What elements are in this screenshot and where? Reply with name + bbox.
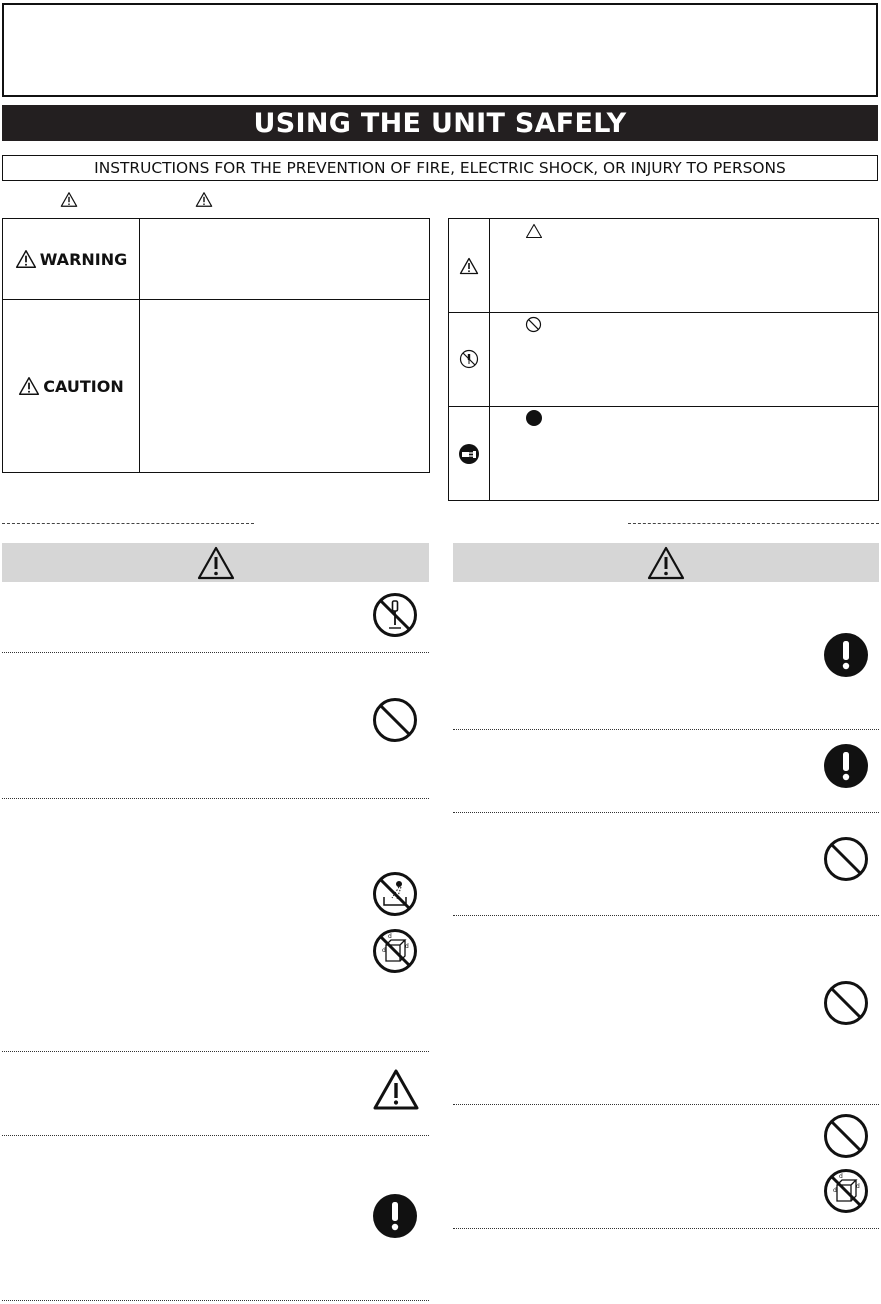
- warning-word: WARNING: [39, 249, 128, 269]
- symbol-row-prohibition: [449, 312, 878, 407]
- prohibition-circle-icon: [823, 836, 869, 882]
- warning-triangle-icon: [18, 376, 40, 396]
- page-subtitle: INSTRUCTIONS FOR THE PREVENTION OF FIRE, ELECTRIC SHOCK, OR INJURY TO PERSONS: [2, 155, 878, 181]
- warning-triangle-icon: [15, 249, 37, 269]
- no-water-icon: [372, 871, 418, 917]
- right-divider: [453, 1228, 879, 1229]
- mandatory-exclamation-icon: [823, 632, 869, 678]
- right-divider: [453, 812, 879, 813]
- symbol-table: [448, 218, 879, 501]
- prohibition-circle-icon: [823, 980, 869, 1026]
- right-divider: [453, 729, 879, 730]
- prohibition-circle-icon: [372, 697, 418, 743]
- caution-row: [3, 299, 429, 473]
- left-warning-header: [2, 543, 429, 582]
- svg-text:d: d: [856, 1183, 860, 1190]
- no-disassemble-icon: [449, 312, 489, 406]
- svg-text:d: d: [382, 947, 386, 954]
- no-liquid-objects-icon: [823, 1168, 869, 1214]
- warning-triangle-icon: [196, 545, 236, 581]
- left-divider: [2, 1300, 429, 1301]
- unplug-icon: [449, 406, 489, 501]
- mandatory-exclamation-icon: [823, 743, 869, 789]
- no-liquid-objects-icon: [372, 928, 418, 974]
- svg-text:d: d: [833, 1187, 837, 1194]
- warning-row: [3, 219, 429, 300]
- left-divider: [2, 1135, 429, 1136]
- svg-text:d: d: [405, 943, 409, 950]
- warning-triangle-icon: [449, 219, 489, 312]
- left-divider: [2, 1051, 429, 1052]
- page-title: USING THE UNIT SAFELY: [2, 105, 878, 141]
- no-disassemble-icon: [372, 592, 418, 638]
- right-divider: [453, 915, 879, 916]
- svg-text:d: d: [839, 1173, 843, 1180]
- warning-triangle-icon: [646, 545, 686, 581]
- caution-label: [3, 299, 139, 473]
- mandatory-exclamation-icon: [372, 1193, 418, 1239]
- right-warning-header: [453, 543, 879, 582]
- right-dashed-rule: [628, 523, 879, 524]
- svg-text:d: d: [388, 933, 392, 940]
- symbol-row-triangle: [449, 219, 878, 313]
- prohibition-circle-icon: [525, 316, 542, 333]
- left-divider: [2, 652, 429, 653]
- left-dashed-rule: [2, 523, 254, 524]
- warning-triangle-icon: [372, 1068, 420, 1112]
- triangle-outline-icon: [525, 223, 543, 239]
- warning-triangle-icon: [60, 191, 78, 208]
- warning-label: [3, 219, 139, 299]
- top-blank-box: [2, 3, 878, 97]
- right-divider: [453, 1104, 879, 1105]
- mandatory-dot-icon: [525, 409, 543, 427]
- warning-triangle-icon: [195, 191, 213, 208]
- caution-word: CAUTION: [43, 376, 124, 396]
- left-divider: [2, 798, 429, 799]
- signal-word-table: [2, 218, 430, 473]
- symbol-row-mandatory: [449, 406, 878, 501]
- prohibition-circle-icon: [823, 1113, 869, 1159]
